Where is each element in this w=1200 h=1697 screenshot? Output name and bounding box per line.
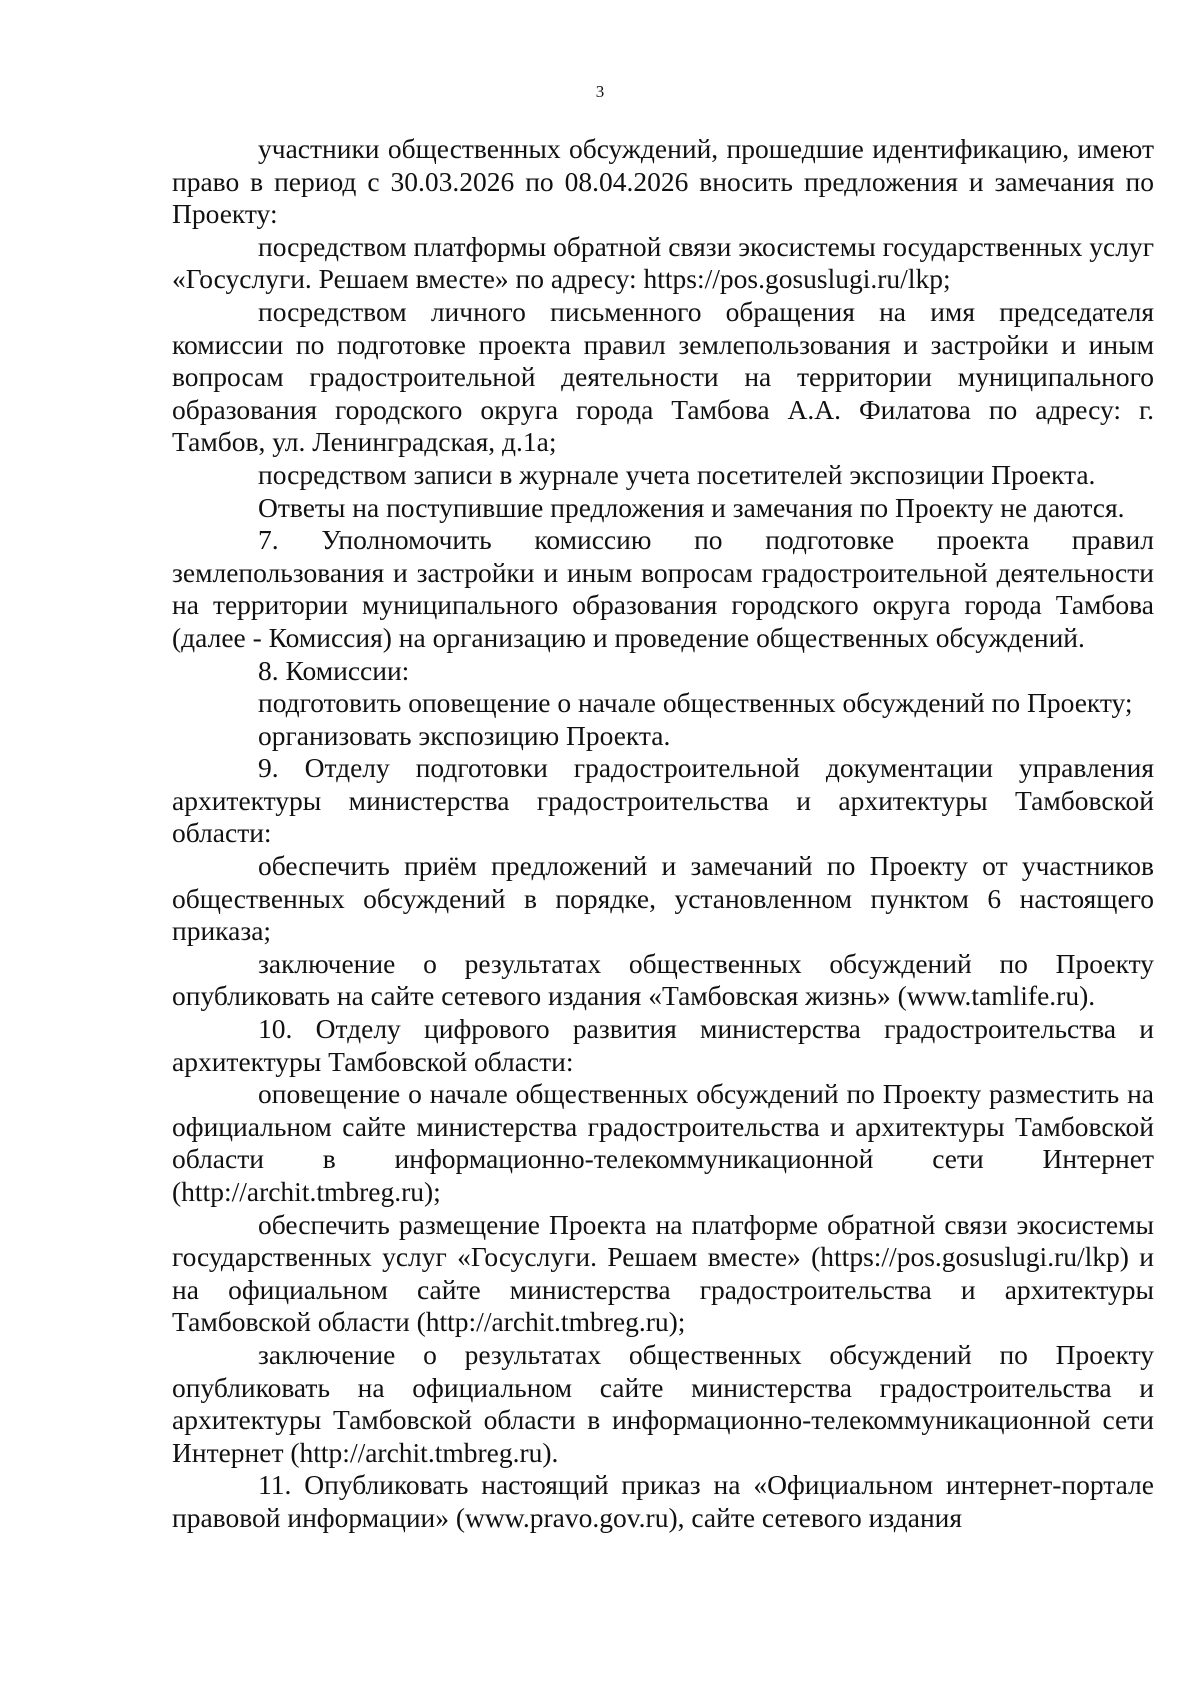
paragraph-item-8: 8. Комиссии: bbox=[258, 654, 410, 686]
paragraph-item-11: 11. Опубликовать настоящий приказ на «Официальном интернет-портале правовой информации» (www.pravo.gov.ru), сайте сетевого издания bbox=[172, 1469, 1154, 1533]
paragraph-written-appeal: посредством личного письменного обращения на имя председателя комиссии по подготовке проекта правил землепользования и застройки и иным вопросам градостроительной деятельности на территории муниципального образования городского округа города Тамбова А.А. Филатова по адресу: г. Тамбов, ул. Ленинградская, д.1а; bbox=[172, 295, 1154, 458]
paragraph-ensure-placement: обеспечить размещение Проекта на платформе обратной связи экосистемы государственных услуг «Госуслуги. Решаем вместе» (https://pos.gosuslugi.ru/lkp) и на официальном сайте министерства градостроительства и архитектуры Тамбовской области (http://archit.tmbreg.ru); bbox=[172, 1208, 1154, 1338]
paragraph-conclusion-archit: заключение о результатах общественных обсуждений по Проекту опубликовать на официальном сайте министерства градостроительства и архитектуры Тамбовской области в информационно-телекоммуникационной сети Интернет (http://archit.tmbreg.ru). bbox=[172, 1338, 1154, 1468]
paragraph-participants-rights: участники общественных обсуждений, прошедшие идентификацию, имеют право в период с 30.03.2026 по 08.04.2026 вносить предложения и замечания по Проекту: bbox=[172, 133, 1154, 230]
paragraph-prepare-notice: подготовить оповещение о начале общественных обсуждений по Проекту; bbox=[258, 687, 1133, 719]
document-body bbox=[172, 133, 1154, 1535]
paragraph-no-answers: Ответы на поступившие предложения и замечания по Проекту не даются. bbox=[258, 491, 1125, 523]
paragraph-exposition-journal: посредством записи в журнале учета посетителей экспозиции Проекта. bbox=[258, 458, 1096, 490]
paragraph-item-7: 7. Уполномочить комиссию по подготовке проекта правил землепользования и застройки и иным вопросам градостроительной деятельности на территории муниципального образования городского округа города Тамбова (далее - Комиссия) на организацию и проведение общественных обсуждений. bbox=[172, 524, 1154, 653]
paragraph-organize-exposition: организовать экспозицию Проекта. bbox=[258, 719, 671, 751]
paragraph-notice-website: оповещение о начале общественных обсуждений по Проекту разместить на официальном сайте министерства градостроительства и архитектуры Тамбовской области в информационно-телекоммуникационной сети Интернет (http://archit.tmbreg.ru); bbox=[172, 1078, 1154, 1207]
page-number: 3 bbox=[595, 82, 605, 101]
paragraph-gosuslugi-platform: посредством платформы обратной связи экосистемы государственных услуг «Госуслуги. Решаем вместе» по адресу: https://pos.gosuslugi.ru/lkp; bbox=[172, 230, 1154, 295]
paragraph-item-9: 9. Отделу подготовки градостроительной документации управления архитектуры министерства градостроительства и архитектуры Тамбовской области: bbox=[172, 752, 1154, 849]
paragraph-ensure-reception: обеспечить приём предложений и замечаний по Проекту от участников общественных обсуждений в порядке, установленном пунктом 6 настоящего приказа; bbox=[172, 850, 1154, 947]
paragraph-item-10: 10. Отделу цифрового развития министерства градостроительства и архитектуры Тамбовской области: bbox=[172, 1013, 1154, 1077]
paragraph-conclusion-tamlife: заключение о результатах общественных обсуждений по Проекту опубликовать на сайте сетевого издания «Тамбовская жизнь» (www.tamlife.ru). bbox=[172, 947, 1154, 1012]
